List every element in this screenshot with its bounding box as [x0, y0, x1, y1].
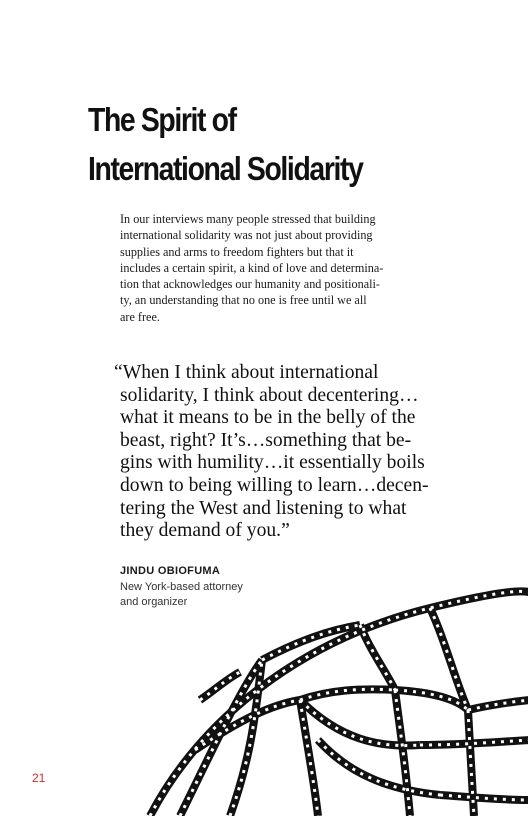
quote-line: solidarity, I think about decentering…	[120, 384, 419, 406]
intro-line: are free.	[120, 309, 160, 324]
quote-line: “When I think about international	[114, 362, 379, 383]
intro-line: In our interviews many people stressed that building	[120, 212, 376, 226]
title-line-2: International Solidarity	[88, 150, 363, 187]
quote-line: gins with humility…it essentially boils	[120, 452, 425, 474]
quote-line: down to being willing to learn…decen-	[120, 474, 429, 496]
page-number: 21	[32, 771, 46, 785]
intro-line: ty, an understanding that no one is free until we all	[120, 293, 367, 308]
intro-line: supplies and arms to freedom fighters but that it	[120, 244, 354, 259]
intro-line: tion that acknowledges our humanity and positionali-	[120, 277, 380, 292]
attribution-line: New York-based attorney	[120, 581, 243, 593]
attribution-line: and organizer	[120, 595, 188, 608]
quote-line: what it means to be in the belly of the	[120, 407, 416, 429]
quote-line: tering the West and listening to what	[120, 497, 407, 519]
intro-line: international solidarity was not just about providing	[120, 228, 373, 243]
quote-line: they demand of you.”	[120, 520, 290, 542]
title-line-1: The Spirit of	[88, 101, 236, 138]
quote-line: beast, right? It’s…something that be-	[120, 429, 412, 451]
attribution-name: JINDU OBIOFUMA	[120, 565, 221, 577]
intro-line: includes a certain spirit, a kind of love and determina-	[120, 260, 384, 275]
